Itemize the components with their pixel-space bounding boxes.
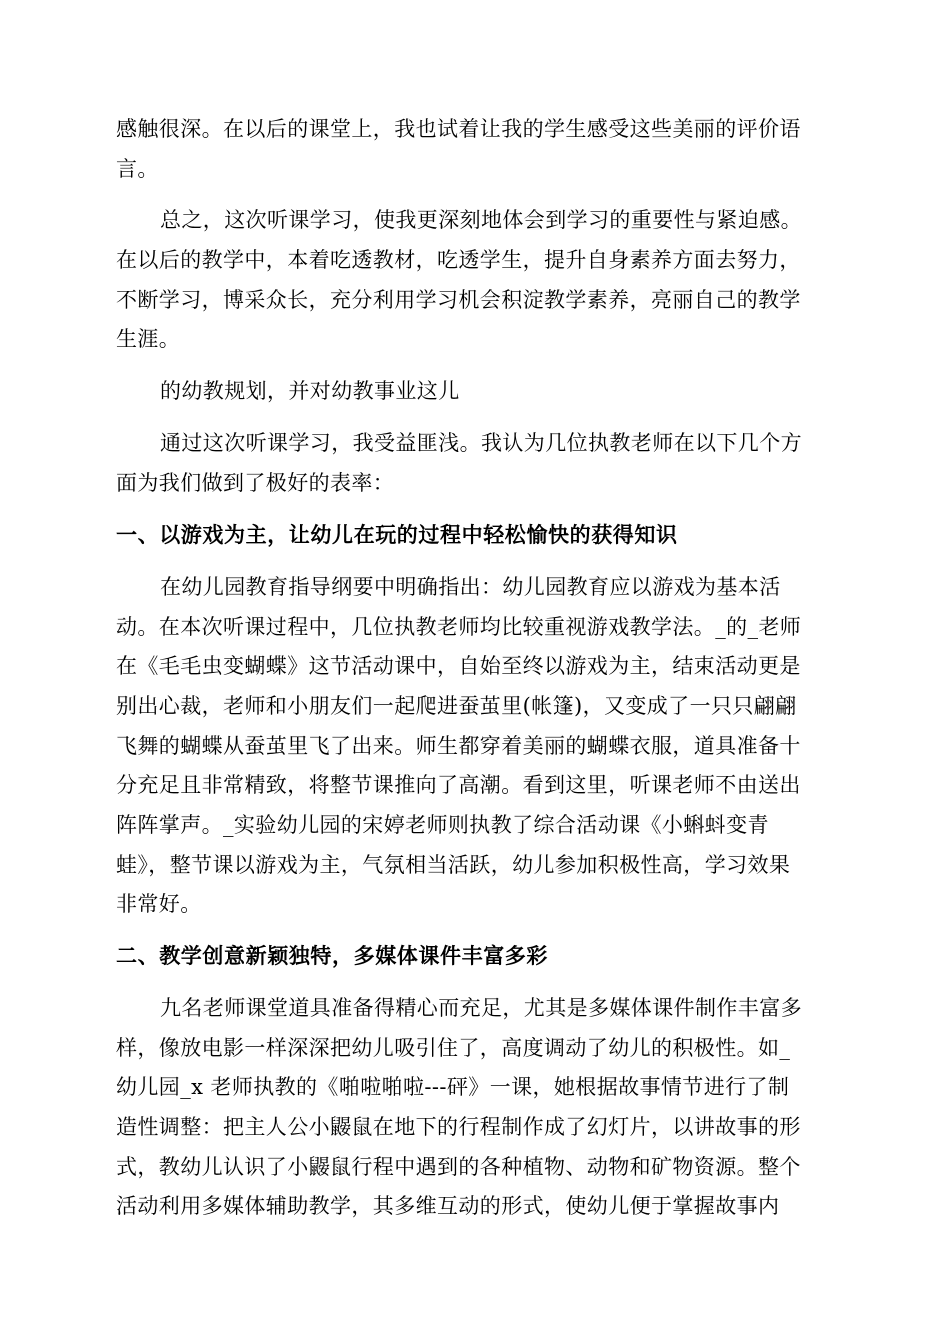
- paragraph-line: 分充足且非常精致，将整节课推向了高潮。看到这里，听课老师不由送出: [116, 773, 801, 797]
- paragraph-line: 在以后的教学中，本着吃透教材，吃透学生，提升自身素养方面去努力，: [116, 248, 801, 272]
- paragraph-line: 非常好。: [116, 892, 202, 916]
- paragraph-line: 式，教幼儿认识了小鼹鼠行程中遇到的各种植物、动物和矿物资源。整个: [116, 1155, 801, 1179]
- paragraph-line: 别出心裁，老师和小朋友们一起爬进蚕茧里(帐篷)，又变成了一只只翩翩: [116, 694, 797, 718]
- section-heading-2: 二、教学创意新颖独特，多媒体课件丰富多彩: [116, 943, 548, 968]
- paragraph-line: 动。在本次听课过程中，几位执教老师均比较重视游戏教学法。_的_老师: [116, 615, 802, 639]
- paragraph-line: 的幼教规划，并对幼教事业这儿: [160, 379, 460, 403]
- paragraph-line: 蛙》，整节课以游戏为主，气氛相当活跃，幼儿参加积极性高，学习效果: [116, 853, 791, 877]
- paragraph-line: 在《毛毛虫变蝴蝶》这节活动课中，自始至终以游戏为主，结束活动更是: [116, 654, 801, 678]
- paragraph-line: 在幼儿园教育指导纲要中明确指出：幼儿园教育应以游戏为基本活: [160, 575, 781, 599]
- paragraph-line: 样，像放电影一样深深把幼儿吸引住了，高度调动了幼儿的积极性。如_: [116, 1036, 791, 1060]
- paragraph-line: 造性调整：把主人公小鼹鼠在地下的行程制作成了幻灯片，以讲故事的形: [116, 1115, 801, 1139]
- paragraph-line: 不断学习，博采众长，充分利用学习机会积淀教学素养，亮丽自己的教学: [116, 288, 801, 312]
- paragraph-line: 总之，这次听课学习，使我更深刻地体会到学习的重要性与紧迫感。: [160, 208, 802, 232]
- paragraph-line: 活动利用多媒体辅助教学，其多维互动的形式，使幼儿便于掌握故事内: [116, 1194, 780, 1218]
- paragraph-line: 通过这次听课学习，我受益匪浅。我认为几位执教老师在以下几个方: [160, 431, 802, 455]
- paragraph-line: 九名老师课堂道具准备得精心而充足，尤其是多媒体课件制作丰富多: [160, 996, 802, 1020]
- paragraph-line: 阵阵掌声。_实验幼儿园的宋婷老师则执教了综合活动课《小蝌蚪变青: [116, 813, 769, 837]
- paragraph-line: 飞舞的蝴蝶从蚕茧里飞了出来。师生都穿着美丽的蝴蝶衣服，道具准备十: [116, 734, 801, 758]
- paragraph-line: 面为我们做到了极好的表率：: [116, 471, 395, 495]
- section-heading-1: 一、以游戏为主，让幼儿在玩的过程中轻松愉快的获得知识: [116, 522, 678, 547]
- paragraph-line: 言。: [116, 157, 159, 181]
- paragraph-line: 生涯。: [116, 327, 181, 351]
- paragraph-line: 感触很深。在以后的课堂上，我也试着让我的学生感受这些美丽的评价语: [116, 117, 801, 141]
- paragraph-line: 幼儿园_x 老师执教的《啪啦啪啦---砰》一课，她根据故事情节进行了制: [116, 1075, 790, 1099]
